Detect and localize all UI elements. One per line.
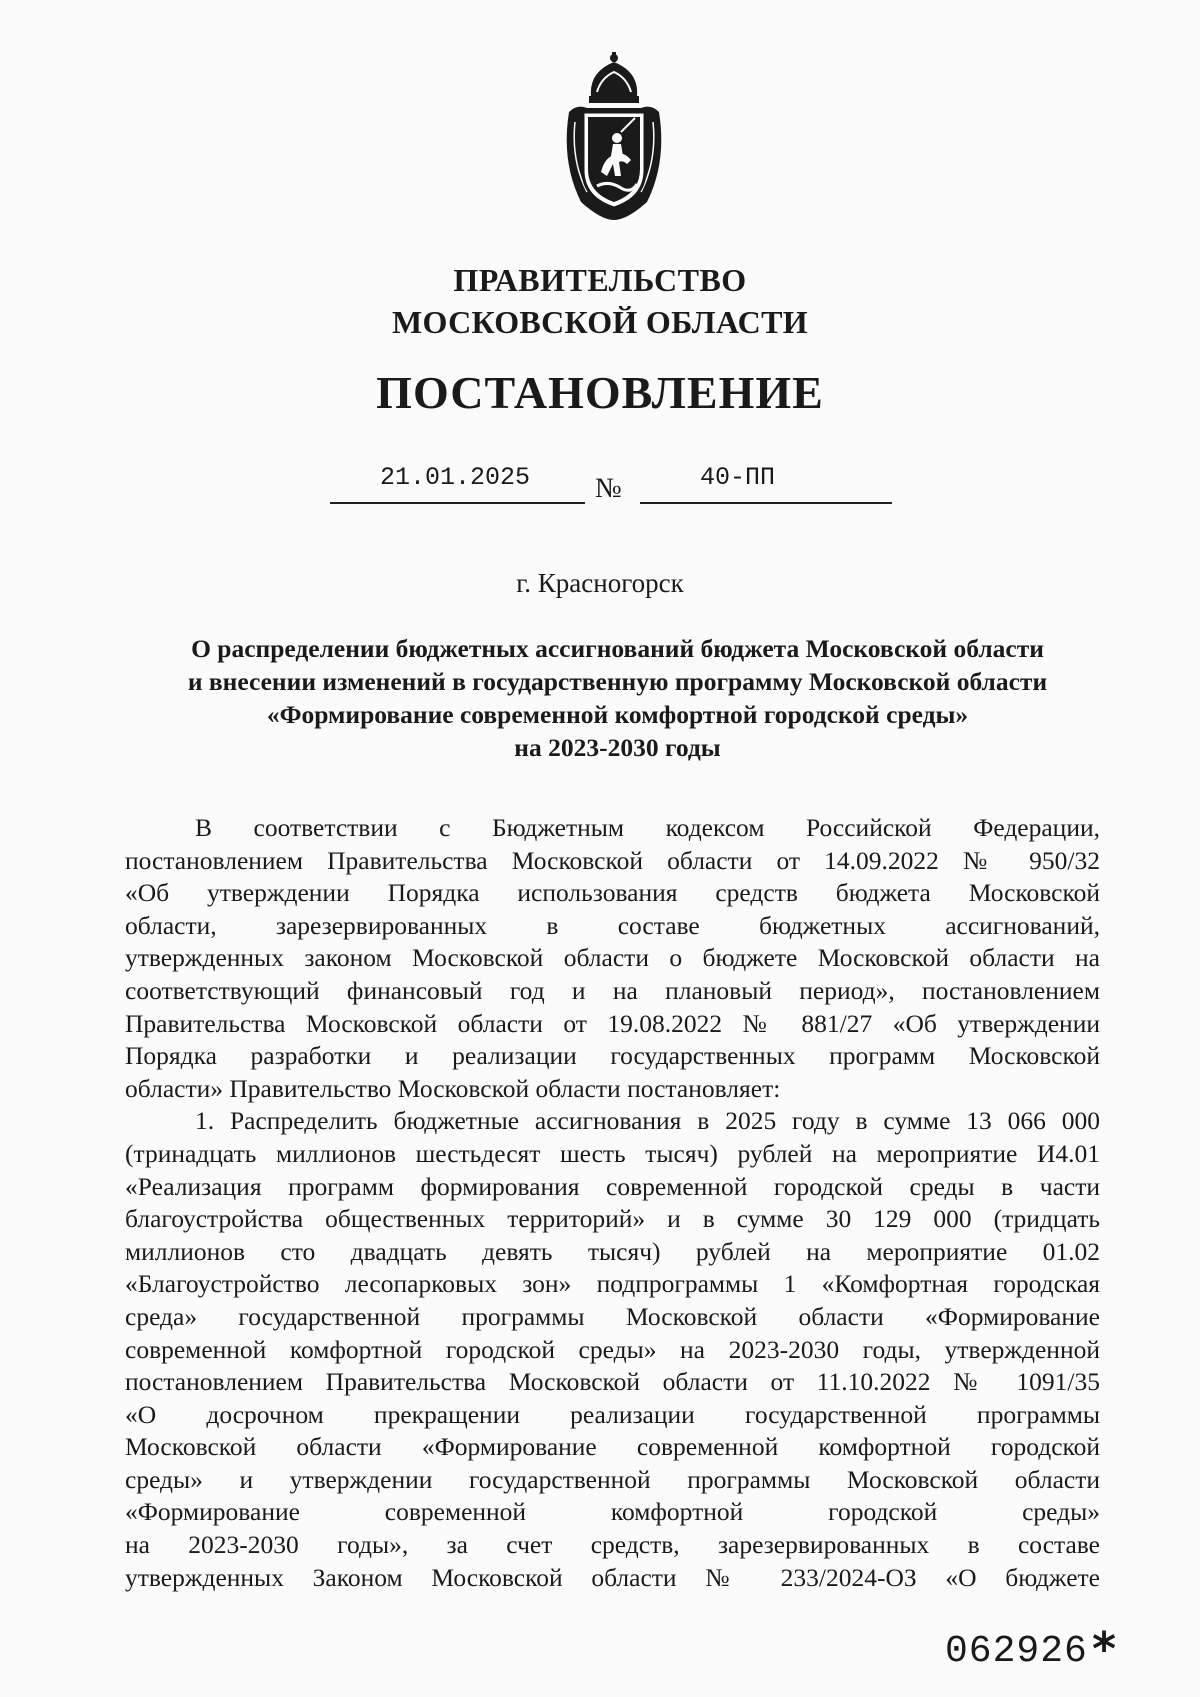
number-sign: №	[595, 473, 622, 504]
city-of-issue: г. Красногорск	[516, 568, 684, 598]
document-number: 40-ПП	[700, 463, 776, 492]
body-line: Порядка разработки и реализации государственных программ Московской	[125, 1041, 1100, 1071]
body-line: среда» государственной программы Московской области «Формирование	[125, 1301, 1100, 1331]
body-line: современной комфортной городской среды» на 2023-2030 годы, утвержденной	[125, 1334, 1100, 1364]
date-underline	[330, 502, 585, 504]
body-line: среды» и утверждении государственной программы Московской области	[125, 1464, 1100, 1494]
body-line: «О досрочном прекращении реализации государственной программы	[125, 1399, 1100, 1429]
number-underline	[640, 502, 892, 504]
moscow-oblast-coat-of-arms-icon	[561, 52, 667, 222]
serial-stamp-number: 062926	[945, 1630, 1088, 1673]
government-name-line2: МОСКОВСКОЙ ОБЛАСТИ	[392, 304, 808, 340]
stamp-asterisk-icon: *	[1092, 1622, 1117, 1676]
title-line: на 2023-2030 годы	[514, 733, 721, 762]
body-line: 1. Распределить бюджетные ассигнования в 2025 году в сумме 13 066 000	[195, 1106, 1100, 1136]
body-line: Московской области «Формирование современной комфортной городской	[125, 1432, 1100, 1462]
body-line: В соответствии с Бюджетным кодексом Российской Федерации,	[195, 813, 1100, 842]
document-title	[130, 632, 1105, 764]
body-line: миллионов сто двадцать девять тысяч) рублей на мероприятие 01.02	[125, 1236, 1100, 1266]
government-name-line1: ПРАВИТЕЛЬСТВО	[453, 262, 747, 298]
body-line: постановлением Правительства Московской области от 11.10.2022 № 1091/35	[125, 1367, 1100, 1397]
body-line: соответствующий финансовый год и на плановый период», постановлением	[125, 975, 1100, 1005]
title-line: О распределении бюджетных ассигнований бюджета Московской области	[191, 634, 1044, 663]
document-type-heading: ПОСТАНОВЛЕНИЕ	[376, 367, 824, 418]
body-line: благоустройства общественных территорий» и в сумме 30 129 000 (тридцать	[125, 1204, 1100, 1234]
body-line: Правительства Московской области от 19.08.2022 № 881/27 «Об утверждении	[125, 1008, 1100, 1038]
body-line: области, зарезервированных в составе бюджетных ассигнований,	[125, 910, 1100, 940]
body-line: «Благоустройство лесопарковых зон» подпрограммы 1 «Комфортная городская	[125, 1269, 1100, 1299]
body-line: «Формирование современной комфортной городской среды»	[125, 1497, 1100, 1527]
body-line: на 2023-2030 годы», за счет средств, зарезервированных в составе	[125, 1530, 1100, 1560]
body-line: «Реализация программ формирования современной городской среды в части	[125, 1171, 1100, 1201]
body-line: «Об утверждении Порядка использования средств бюджета Московской	[125, 878, 1100, 908]
body-line: (тринадцать миллионов шестьдесят шесть тысяч) рублей на мероприятие И4.01	[125, 1138, 1100, 1168]
body-line: постановлением Правительства Московской области от 14.09.2022 № 950/32	[125, 845, 1100, 875]
body-line: утвержденных законом Московской области о бюджете Московской области на	[125, 943, 1100, 973]
title-line: и внесении изменений в государственную программу Московской области	[187, 667, 1048, 696]
document-body	[125, 812, 1100, 1594]
title-line: «Формирование современной комфортной городской среды»	[266, 700, 969, 729]
body-line: области» Правительство Московской области постановляет:	[125, 1073, 781, 1103]
document-date: 21.01.2025	[379, 463, 531, 492]
body-line: утвержденных Законом Московской области № 233/2024-ОЗ «О бюджете	[125, 1562, 1100, 1592]
